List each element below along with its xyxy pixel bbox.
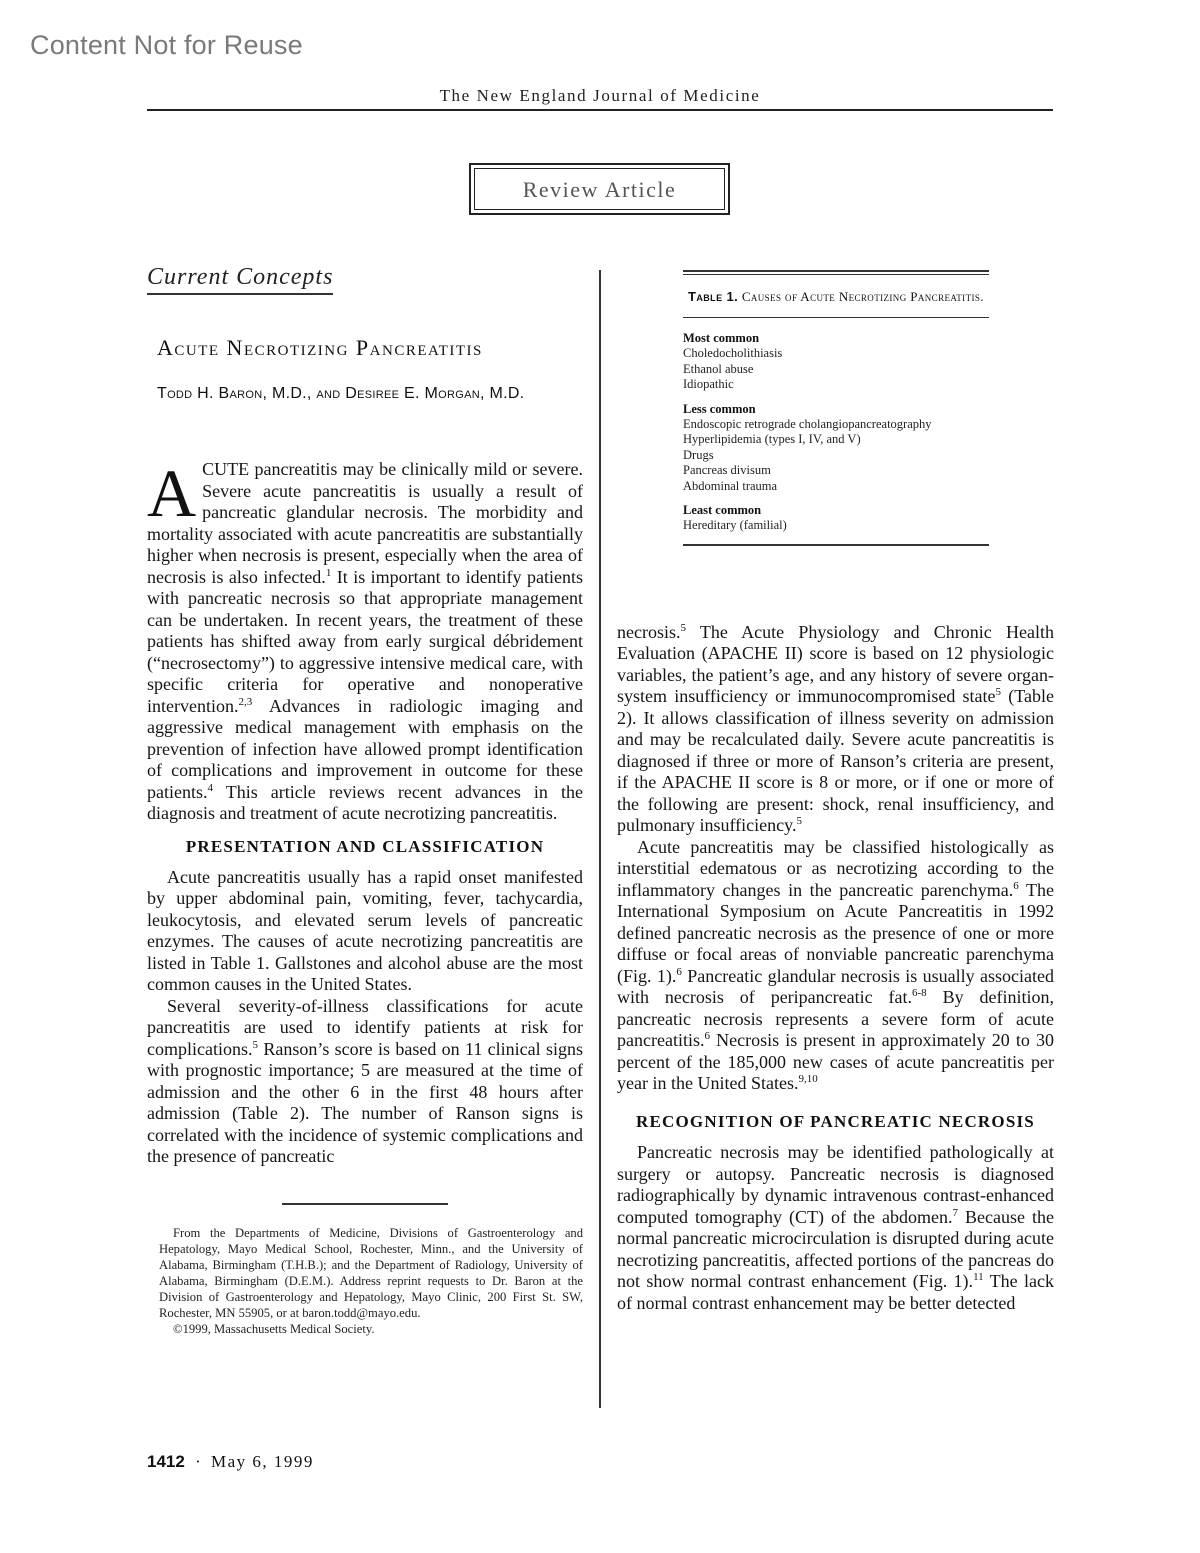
citation: 9,10 (798, 1073, 818, 1085)
intro-paragraph (147, 455, 583, 825)
body-text-segment: Pancreatic glandular necrosis is usually associated with necrosis of peripancreatic fat. (617, 965, 1054, 1007)
review-article-label: Review Article (474, 168, 725, 210)
citation: 4 (207, 781, 213, 794)
presentation-section (147, 867, 583, 1168)
citation: 5 (796, 815, 802, 827)
review-article-box (469, 163, 730, 215)
table-group-heading: Least common (683, 503, 762, 517)
body-paragraph (147, 996, 583, 1168)
body-text-segment: Several severity-of-illness classifications for acute pancreatitis are used to identify patients at risk for complications. (147, 995, 583, 1059)
intro-section (147, 455, 583, 825)
table-item: Abdominal trauma (683, 478, 778, 493)
article-authors: Todd H. Baron, M.D., and Desiree E. Morgan, M.D. (157, 385, 525, 402)
body-paragraph (617, 622, 1054, 837)
citation: 6 (1013, 879, 1019, 892)
table-item: Ethanol abuse (683, 361, 754, 376)
table-mid-rule (683, 317, 989, 318)
citation: 6 (704, 1030, 710, 1042)
right-body (617, 622, 1054, 1315)
citation: 6 (676, 965, 682, 978)
intro-text: This article reviews recent advances in the diagnosis and treatment of acute necrotizing pancreatitis. (147, 781, 583, 823)
citation: 2,3 (238, 695, 253, 708)
section-heading-presentation: PRESENTATION AND CLASSIFICATION (185, 836, 545, 856)
table-groups (683, 330, 989, 534)
column-divider (599, 270, 601, 1408)
article-title: Acute Necrotizing Pancreatitis (157, 335, 483, 360)
table-item: Idiopathic (683, 377, 734, 391)
table-caption (683, 288, 989, 305)
body-text-segment: Pancreatic necrosis may be identified pathologically at surgery or autopsy. Pancreatic necrosis is diagnosed radiographically by dynamic intravenous contrast-enhanced computed tomography (CT) of the abdomen. (617, 1142, 1054, 1227)
citation: 1 (325, 566, 332, 579)
body-text-segment: The International Symposium on Acute Pancreatitis in 1992 defined pancreatic necrosis as the presence of one or more diffuse or focal areas of nonviable pancreatic parenchyma (Fig. 1). (617, 879, 1054, 986)
footer-separator: · (195, 1452, 201, 1471)
page-number: 1412 (147, 1452, 185, 1471)
intro-text: CUTE pancreatitis may be clinically mild or severe. Severe acute pancreatitis is usually a result of pancreatic glandular necrosis. The morbidity and mortality associated with acute pancreatitis are substantially higher when necrosis is present, especially when the area of necrosis is also infected. (147, 459, 583, 587)
footnote-rule (282, 1203, 448, 1205)
body-text-segment: By definition, pancreatic necrosis represents a severe form of acute pancreatitis. (617, 987, 1054, 1050)
citation: 7 (952, 1206, 958, 1219)
body-text-segment: Because the normal pancreatic microcirculation is disrupted during acute necrotizing pancreatitis, affected portions of the pancreas do not show normal contrast enhancement (Fig. 1). (617, 1206, 1054, 1291)
citation: 5 (680, 621, 686, 634)
drop-cap: A (147, 455, 197, 531)
table-bottom-rule (683, 544, 989, 546)
body-text-segment: The Acute Physiology and Chronic Health Evaluation (APACHE II) score is based on 12 physiologic variables, the patient’s age, and any history of severe organ-system insufficiency or immunocompromised state (617, 621, 1054, 706)
table-item: Hyperlipidemia (types I, IV, and V) (683, 432, 861, 446)
body-paragraph: Acute pancreatitis usually has a rapid onset manifested by upper abdominal pain, vomiting, fever, tachycardia, leukocytosis, and elevated serum levels of pancreatic enzymes. The causes of acute necrotizing pancreatitis are listed in Table 1. Gallstones and alcohol abuse are the most common causes in the United States. (147, 866, 583, 994)
table-item: Pancreas divisum (683, 463, 771, 477)
watermark-text: Content Not for Reuse (30, 30, 303, 60)
body-text-segment: The lack of normal contrast enhancement may be better detected (617, 1271, 1055, 1313)
footnote-affiliation: From the Departments of Medicine, Divisions of Gastroenterology and Hepatology, Mayo Medical School, Rochester, Minn., and the University of Alabama, Birmingham (T.H.B.); and the Department of Radiology, University of Alabama, Birmingham (D.E.M.). Address reprint requests to Dr. Baron at the Division of Gastroenterology and Hepatology, Mayo Clinic, 200 First St. SW, Rochester, MN 55905, or at baron.todd@mayo.edu. (159, 1225, 583, 1320)
table-label: Table 1. (688, 289, 739, 304)
footnote (159, 1225, 583, 1337)
footnote-copyright: ©1999, Massachusetts Medical Society. (173, 1321, 375, 1336)
body-text-segment: Necrosis is present in approximately 20 to 30 percent of the 185,000 new cases of acute pancreatitis per year in the United States. (617, 1030, 1054, 1093)
intro-text: It is important to identify patients with pancreatic necrosis so that appropriate management can be undertaken. In recent years, the treatment of these patients has shifted away from early surgical débridement (“necrosectomy”) to aggressive intensive medical care, with specific criteria for operative and nonoperative intervention. (147, 566, 583, 716)
table-item: Choledocholithiasis (683, 346, 783, 360)
journal-header: The New England Journal of Medicine (147, 86, 1053, 111)
body-text-segment: necrosis. (617, 621, 681, 642)
body-paragraph (617, 1142, 1054, 1314)
citation: 5 (995, 686, 1002, 698)
table-1 (683, 270, 989, 546)
section-heading-recognition: RECOGNITION OF PANCREATIC NECROSIS (636, 1111, 1035, 1131)
table-item: Endoscopic retrograde cholangiopancreatography (683, 416, 932, 431)
series-title: Current Concepts (147, 264, 333, 295)
body-paragraph (617, 837, 1054, 1095)
table-item: Drugs (683, 447, 714, 462)
intro-text: Advances in radiologic imaging and aggressive medical management with emphasis on the prevention of infection have allowed prompt identification of complications and improvement in outcome for these patients. (147, 695, 583, 802)
body-text-segment: Ranson’s score is based on 11 clinical signs with prognostic importance; 5 are measured at the time of admission and the other 6 in the first 48 hours after admission (Table 2). The number of Ranson signs is correlated with the incidence of systemic complications and the presence of pancreatic (147, 1038, 583, 1166)
table-group-heading: Less common (683, 401, 756, 416)
table-group (683, 502, 989, 534)
table-group (683, 330, 989, 393)
citation: 5 (252, 1038, 258, 1051)
table-group-heading: Most common (683, 331, 760, 345)
citation: 11 (973, 1271, 984, 1283)
table-caption-text: Causes of Acute Necrotizing Pancreatitis. (741, 289, 984, 304)
body-text-segment: (Table 2). It allows classification of illness severity on admission and may be recalculated daily. Severe acute pancreatitis is diagnosed if three or more of Ranson’s criteria are present, if the APACHE II score is 8 or more, or if one or more of the following are present: shock, renal insufficiency, and pulmonary insufficiency. (617, 686, 1054, 835)
citation: 6-8 (912, 987, 927, 999)
page-footer (147, 1452, 314, 1472)
table-item: Hereditary (familial) (683, 518, 787, 532)
body-text-segment: Acute pancreatitis may be classified histologically as interstitial edematous or as necrotizing according to the inflammatory changes in the pancreatic parenchyma. (617, 836, 1054, 900)
table-group (683, 401, 989, 495)
issue-date: May 6, 1999 (211, 1452, 314, 1471)
left-column (147, 262, 583, 1337)
table-top-rule (683, 270, 989, 275)
right-column (617, 262, 1054, 1314)
